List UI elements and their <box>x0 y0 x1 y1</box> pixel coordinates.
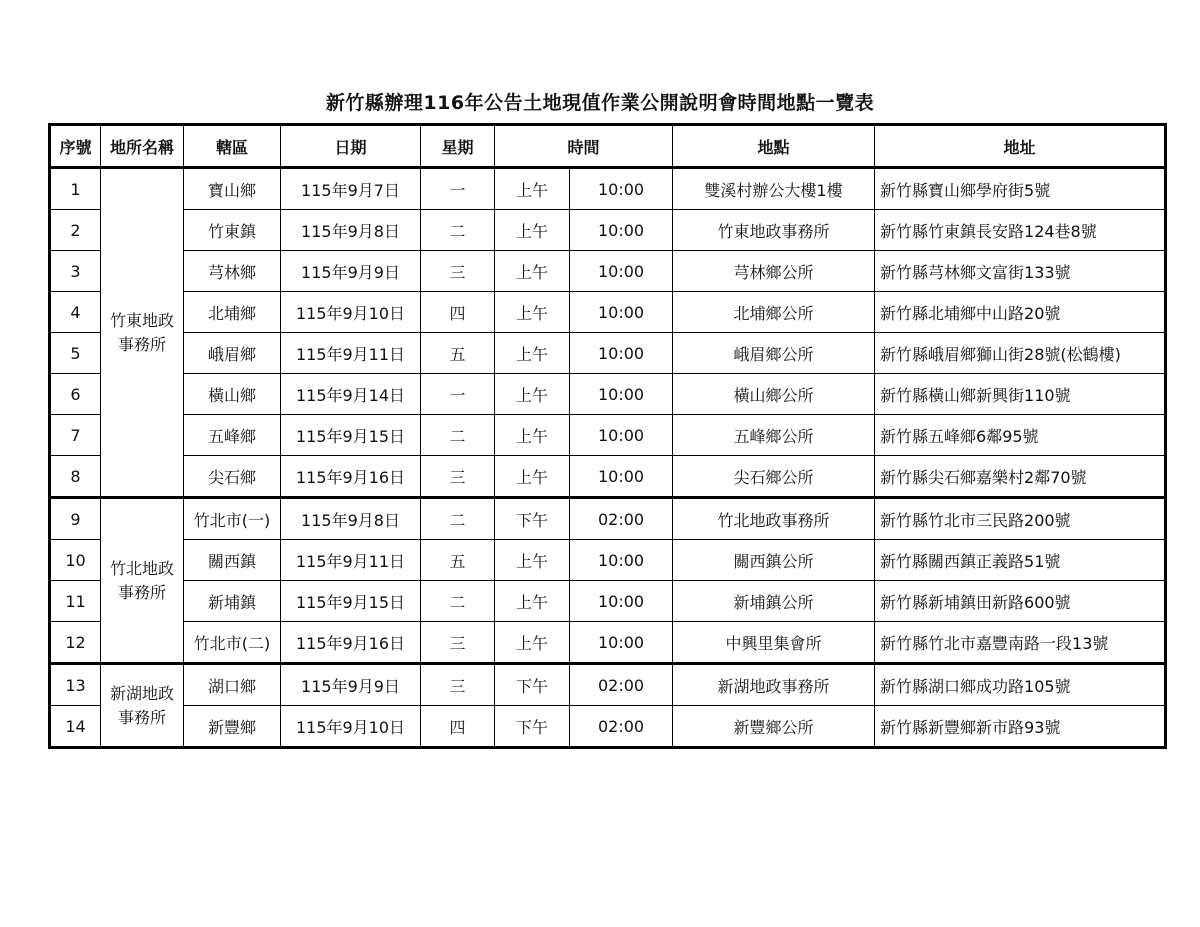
district-cell: 竹北市(二) <box>184 622 281 664</box>
venue-cell: 雙溪村辦公大樓1樓 <box>673 168 875 210</box>
seq-cell: 11 <box>50 581 101 622</box>
office-name-cell <box>101 498 184 664</box>
address-cell: 新竹縣五峰鄉6鄰95號 <box>875 415 1166 456</box>
table-row <box>50 415 1166 456</box>
date-cell: 115年9月7日 <box>281 168 421 210</box>
ampm-cell: 上午 <box>495 622 570 664</box>
table-row <box>50 292 1166 333</box>
office-group <box>50 664 1166 748</box>
seq-cell: 10 <box>50 540 101 581</box>
address-cell: 新竹縣尖石鄉嘉樂村2鄰70號 <box>875 456 1166 498</box>
venue-cell: 新埔鎮公所 <box>673 581 875 622</box>
seq-cell: 1 <box>50 168 101 210</box>
ampm-cell: 上午 <box>495 540 570 581</box>
district-cell: 峨眉鄉 <box>184 333 281 374</box>
venue-cell: 橫山鄉公所 <box>673 374 875 415</box>
header-row <box>50 125 1166 168</box>
weekday-cell: 二 <box>421 210 495 251</box>
date-cell: 115年9月8日 <box>281 498 421 540</box>
district-cell: 北埔鄉 <box>184 292 281 333</box>
table-row <box>50 622 1166 664</box>
address-cell: 新竹縣寶山鄉學府街5號 <box>875 168 1166 210</box>
venue-cell: 竹東地政事務所 <box>673 210 875 251</box>
table-row <box>50 333 1166 374</box>
office-name-cell <box>101 168 184 498</box>
ampm-cell: 上午 <box>495 168 570 210</box>
ampm-cell: 下午 <box>495 706 570 748</box>
time-cell: 10:00 <box>570 374 673 415</box>
time-cell: 10:00 <box>570 622 673 664</box>
district-cell: 湖口鄉 <box>184 664 281 706</box>
ampm-cell: 下午 <box>495 664 570 706</box>
ampm-cell: 上午 <box>495 456 570 498</box>
weekday-cell: 五 <box>421 540 495 581</box>
address-cell: 新竹縣竹東鎮長安路124巷8號 <box>875 210 1166 251</box>
weekday-cell: 三 <box>421 456 495 498</box>
time-cell: 10:00 <box>570 581 673 622</box>
col-header-venue: 地點 <box>673 125 875 168</box>
weekday-cell: 二 <box>421 415 495 456</box>
weekday-cell: 二 <box>421 581 495 622</box>
venue-cell: 峨眉鄉公所 <box>673 333 875 374</box>
seq-cell: 6 <box>50 374 101 415</box>
table-row <box>50 664 1166 706</box>
address-cell: 新竹縣峨眉鄉獅山街28號(松鶴樓) <box>875 333 1166 374</box>
district-cell: 竹北市(一) <box>184 498 281 540</box>
table-row <box>50 540 1166 581</box>
date-cell: 115年9月15日 <box>281 415 421 456</box>
seq-cell: 4 <box>50 292 101 333</box>
table-row <box>50 581 1166 622</box>
date-cell: 115年9月10日 <box>281 292 421 333</box>
seq-cell: 14 <box>50 706 101 748</box>
venue-cell: 北埔鄉公所 <box>673 292 875 333</box>
venue-cell: 五峰鄉公所 <box>673 415 875 456</box>
date-cell: 115年9月11日 <box>281 540 421 581</box>
office-name-line1: 竹北地政 <box>109 558 174 578</box>
office-name-cell <box>101 664 184 748</box>
date-cell: 115年9月16日 <box>281 622 421 664</box>
ampm-cell: 上午 <box>495 251 570 292</box>
address-cell: 新竹縣新埔鎮田新路600號 <box>875 581 1166 622</box>
office-name-line2: 事務所 <box>117 582 166 602</box>
weekday-cell: 三 <box>421 622 495 664</box>
venue-cell: 新湖地政事務所 <box>673 664 875 706</box>
time-cell: 10:00 <box>570 540 673 581</box>
office-name-line2: 事務所 <box>117 707 166 727</box>
time-cell: 10:00 <box>570 333 673 374</box>
schedule-table <box>48 123 1167 749</box>
time-cell: 10:00 <box>570 251 673 292</box>
district-cell: 尖石鄉 <box>184 456 281 498</box>
seq-cell: 13 <box>50 664 101 706</box>
date-cell: 115年9月8日 <box>281 210 421 251</box>
col-header-weekday: 星期 <box>421 125 495 168</box>
time-cell: 10:00 <box>570 415 673 456</box>
weekday-cell: 四 <box>421 292 495 333</box>
ampm-cell: 上午 <box>495 333 570 374</box>
page-title: 新竹縣辦理116年公告土地現值作業公開說明會時間地點一覽表 <box>325 92 875 114</box>
table-row <box>50 251 1166 292</box>
date-cell: 115年9月11日 <box>281 333 421 374</box>
address-cell: 新竹縣北埔鄉中山路20號 <box>875 292 1166 333</box>
district-cell: 竹東鎮 <box>184 210 281 251</box>
office-name-line1: 新湖地政 <box>109 683 174 703</box>
time-cell: 02:00 <box>570 706 673 748</box>
ampm-cell: 上午 <box>495 374 570 415</box>
venue-cell: 中興里集會所 <box>673 622 875 664</box>
weekday-cell: 二 <box>421 498 495 540</box>
venue-cell: 竹北地政事務所 <box>673 498 875 540</box>
date-cell: 115年9月9日 <box>281 251 421 292</box>
time-cell: 10:00 <box>570 456 673 498</box>
table-header <box>50 125 1166 168</box>
date-cell: 115年9月14日 <box>281 374 421 415</box>
ampm-cell: 上午 <box>495 415 570 456</box>
venue-cell: 新豐鄉公所 <box>673 706 875 748</box>
table-row <box>50 706 1166 748</box>
seq-cell: 2 <box>50 210 101 251</box>
time-cell: 02:00 <box>570 664 673 706</box>
seq-cell: 7 <box>50 415 101 456</box>
table-row <box>50 498 1166 540</box>
venue-cell: 芎林鄉公所 <box>673 251 875 292</box>
address-cell: 新竹縣關西鎮正義路51號 <box>875 540 1166 581</box>
address-cell: 新竹縣竹北市嘉豐南路一段13號 <box>875 622 1166 664</box>
time-cell: 10:00 <box>570 210 673 251</box>
date-cell: 115年9月10日 <box>281 706 421 748</box>
time-cell: 02:00 <box>570 498 673 540</box>
weekday-cell: 一 <box>421 374 495 415</box>
district-cell: 新豐鄉 <box>184 706 281 748</box>
office-name-line1: 竹東地政 <box>109 310 174 330</box>
seq-cell: 12 <box>50 622 101 664</box>
district-cell: 寶山鄉 <box>184 168 281 210</box>
date-cell: 115年9月9日 <box>281 664 421 706</box>
seq-cell: 5 <box>50 333 101 374</box>
ampm-cell: 上午 <box>495 581 570 622</box>
address-cell: 新竹縣芎林鄉文富街133號 <box>875 251 1166 292</box>
table-row <box>50 456 1166 498</box>
time-cell: 10:00 <box>570 168 673 210</box>
district-cell: 芎林鄉 <box>184 251 281 292</box>
seq-cell: 3 <box>50 251 101 292</box>
weekday-cell: 四 <box>421 706 495 748</box>
district-cell: 橫山鄉 <box>184 374 281 415</box>
district-cell: 新埔鎮 <box>184 581 281 622</box>
time-cell: 10:00 <box>570 292 673 333</box>
address-cell: 新竹縣湖口鄉成功路105號 <box>875 664 1166 706</box>
address-cell: 新竹縣竹北市三民路200號 <box>875 498 1166 540</box>
col-header-seq: 序號 <box>50 125 101 168</box>
seq-cell: 9 <box>50 498 101 540</box>
date-cell: 115年9月16日 <box>281 456 421 498</box>
weekday-cell: 一 <box>421 168 495 210</box>
ampm-cell: 下午 <box>495 498 570 540</box>
col-header-office: 地所名稱 <box>101 125 184 168</box>
address-cell: 新竹縣新豐鄉新市路93號 <box>875 706 1166 748</box>
venue-cell: 尖石鄉公所 <box>673 456 875 498</box>
weekday-cell: 三 <box>421 251 495 292</box>
date-cell: 115年9月15日 <box>281 581 421 622</box>
table-row <box>50 374 1166 415</box>
ampm-cell: 上午 <box>495 210 570 251</box>
table-row <box>50 168 1166 210</box>
col-header-address: 地址 <box>875 125 1166 168</box>
seq-cell: 8 <box>50 456 101 498</box>
col-header-time: 時間 <box>495 125 673 168</box>
district-cell: 五峰鄉 <box>184 415 281 456</box>
venue-cell: 關西鎮公所 <box>673 540 875 581</box>
col-header-date: 日期 <box>281 125 421 168</box>
col-header-district: 轄區 <box>184 125 281 168</box>
office-group <box>50 498 1166 664</box>
address-cell: 新竹縣橫山鄉新興街110號 <box>875 374 1166 415</box>
office-name-line2: 事務所 <box>117 334 166 354</box>
table-row <box>50 210 1166 251</box>
office-group <box>50 168 1166 498</box>
ampm-cell: 上午 <box>495 292 570 333</box>
weekday-cell: 五 <box>421 333 495 374</box>
district-cell: 關西鎮 <box>184 540 281 581</box>
weekday-cell: 三 <box>421 664 495 706</box>
